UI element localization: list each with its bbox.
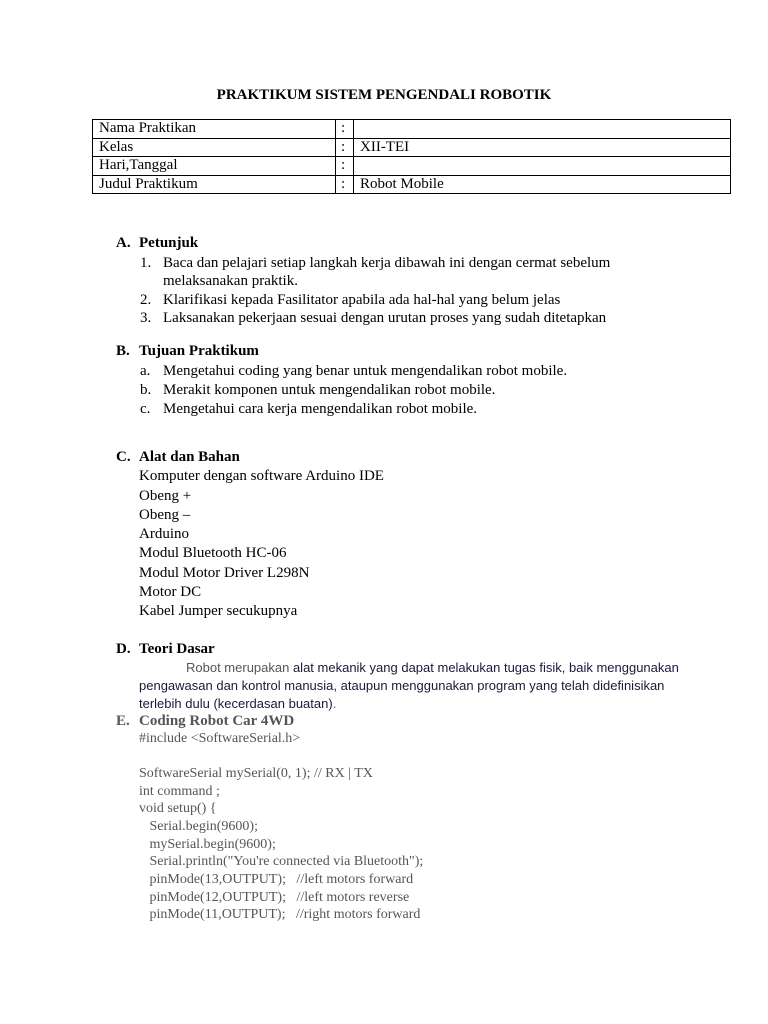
list-item: Mengetahui cara kerja mengendalikan robot mobile.: [163, 401, 478, 417]
theory-lead-text: Robot merupakan: [186, 660, 293, 675]
list-item: Modul Motor Driver L298N: [139, 565, 310, 581]
list-item: Obeng +: [139, 488, 192, 504]
row-label-nama: Nama Praktikan: [93, 120, 336, 139]
row-label-kelas: Kelas: [93, 138, 336, 157]
code-line: pinMode(13,OUTPUT); //left motors forward: [139, 872, 414, 887]
table-row: [93, 120, 731, 139]
section-d-title: Teori Dasar: [139, 641, 215, 657]
theory-line-3-end: .: [332, 696, 337, 711]
code-line: pinMode(11,OUTPUT); //right motors forward: [139, 907, 421, 922]
theory-line-1: alat mekanik yang dapat melakukan tugas fisik, baik menggunakan: [292, 660, 679, 675]
row-label-judul: Judul Praktikum: [93, 175, 336, 194]
list-item-continued: melaksanakan praktik.: [163, 273, 298, 289]
list-item: Klarifikasi kepada Fasilitator apabila ada hal-hal yang belum jelas: [163, 292, 561, 308]
code-line: SoftwareSerial mySerial(0, 1); // RX | TX: [139, 766, 373, 781]
list-item-number: 2.: [140, 292, 152, 308]
section-c-letter: C.: [116, 449, 131, 465]
row-value-judul[interactable]: Robot Mobile: [354, 175, 731, 194]
table-row: [93, 175, 731, 194]
list-item: Baca dan pelajari setiap langkah kerja dibawah ini dengan cermat sebelum: [163, 255, 611, 271]
section-e-letter: E.: [116, 713, 130, 729]
list-item: Merakit komponen untuk mengendalikan robot mobile.: [163, 382, 496, 398]
list-item: Kabel Jumper secukupnya: [139, 603, 298, 619]
code-line: pinMode(12,OUTPUT); //left motors reverse: [139, 890, 410, 905]
list-item: Mengetahui coding yang benar untuk mengendalikan robot mobile.: [163, 363, 568, 379]
code-line: int command ;: [139, 784, 220, 799]
document-title: PRAKTIKUM SISTEM PENGENDALI ROBOTIK: [216, 87, 552, 103]
list-item-letter: a.: [140, 363, 151, 379]
code-line: mySerial.begin(9600);: [139, 837, 276, 852]
row-value-nama[interactable]: [354, 120, 731, 139]
table-row: [93, 157, 731, 176]
code-line: Serial.begin(9600);: [139, 819, 258, 834]
section-a-title: Petunjuk: [139, 235, 199, 251]
section-a-letter: A.: [116, 235, 131, 251]
theory-line-3: terlebih dulu (kecerdasan buatan): [139, 696, 333, 711]
code-line: void setup() {: [139, 801, 217, 816]
list-item-number: 1.: [140, 255, 152, 271]
row-value-kelas[interactable]: XII-TEI: [354, 138, 731, 157]
list-item-letter: c.: [140, 401, 151, 417]
theory-paragraph: [139, 659, 679, 713]
list-item: Arduino: [139, 526, 189, 542]
theory-line-2: pengawasan dan kontrol manusia, ataupun menggunakan program yang telah didefinisikan: [139, 678, 665, 693]
list-item: Modul Bluetooth HC-06: [139, 545, 287, 561]
student-info-table: [92, 119, 731, 194]
list-item: Komputer dengan software Arduino IDE: [139, 468, 384, 484]
row-value-hari-tanggal[interactable]: [354, 157, 731, 176]
section-b-letter: B.: [116, 343, 130, 359]
section-e-title: Coding Robot Car 4WD: [139, 713, 295, 729]
section-c-title: Alat dan Bahan: [139, 449, 240, 465]
table-row: [93, 138, 731, 157]
row-label-hari-tanggal: Hari,Tanggal: [93, 157, 336, 176]
row-separator: :: [336, 157, 354, 176]
list-item-number: 3.: [140, 310, 152, 326]
section-b-title: Tujuan Praktikum: [139, 343, 259, 359]
row-separator: :: [336, 138, 354, 157]
row-separator: :: [336, 175, 354, 194]
row-separator: :: [336, 120, 354, 139]
list-item: Laksanakan pekerjaan sesuai dengan urutan proses yang sudah ditetapkan: [163, 310, 607, 326]
code-line: #include <SoftwareSerial.h>: [139, 731, 301, 746]
list-item: Motor DC: [139, 584, 202, 600]
section-d-letter: D.: [116, 641, 131, 657]
code-line: Serial.println("You're connected via Bluetooth");: [139, 854, 424, 869]
list-item: Obeng –: [139, 507, 191, 523]
list-item-letter: b.: [140, 382, 152, 398]
